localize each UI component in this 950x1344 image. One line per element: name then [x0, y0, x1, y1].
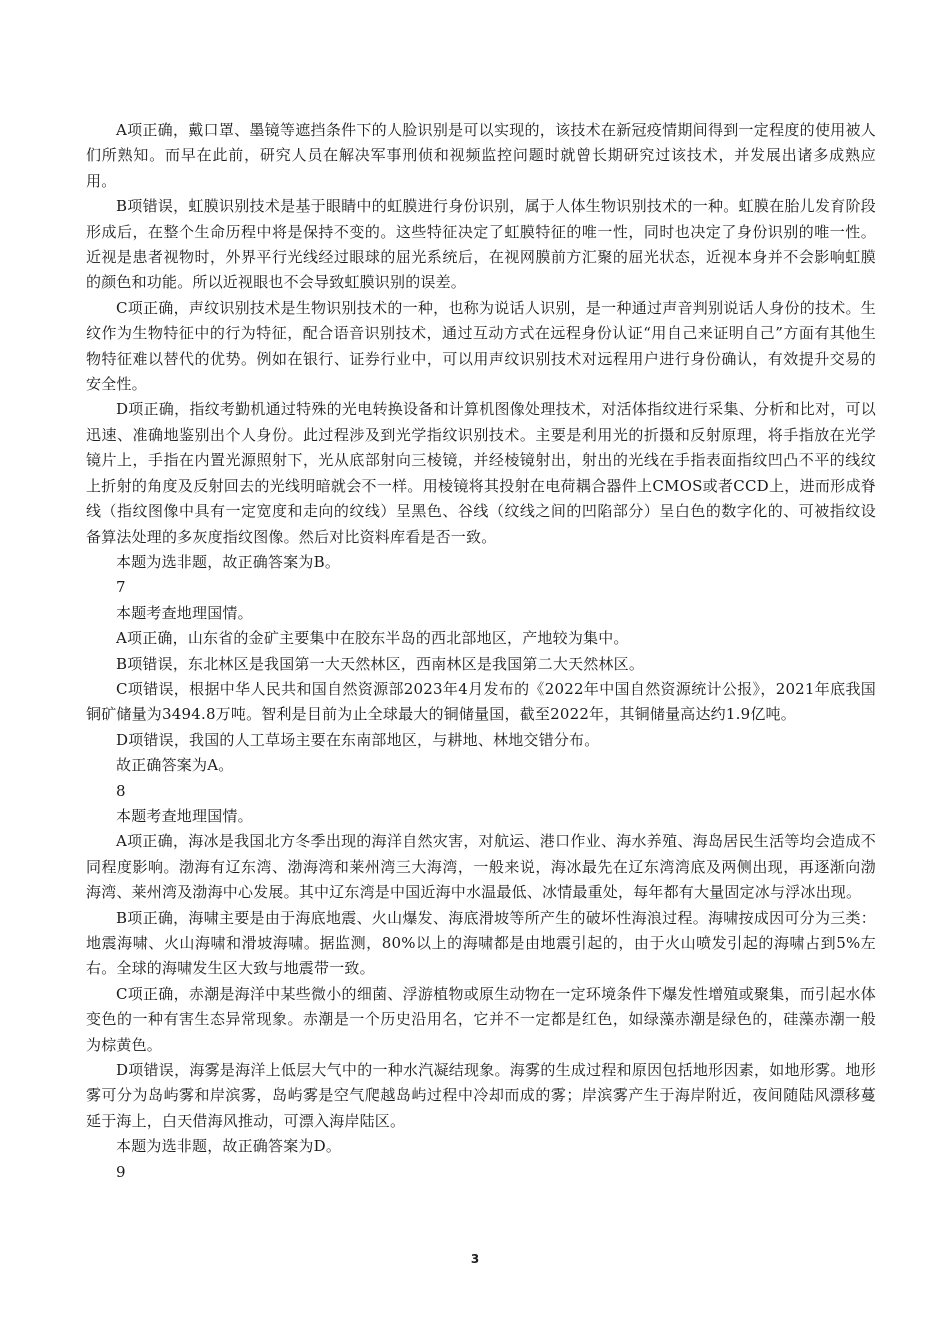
- paragraph-option-a-face-recognition: A项正确，戴口罩、墨镜等遮挡条件下的人脸识别是可以实现的，该技术在新冠疫情期间得到一定程度的使用被人们所熟知。而早在此前，研究人员在解决军事刑侦和视频监控问题时就曾长期研究过该技术，并发展出诸多成熟应用。: [86, 121, 876, 190]
- paragraph-q8-option-a: A项正确，海冰是我国北方冬季出现的海洋自然灾害，对航运、港口作业、海水养殖、海岛居民生活等均会造成不同程度影响。渤海有辽东湾、渤海湾和莱州湾三大海湾，一般来说，海冰最先在辽东湾湾底及两侧出现，再逐渐向渤海湾、莱州湾及渤海中心发展。其中辽东湾是中国近海中水温最低、冰情最重处，每年都有大量固定冰与浮冰出现。: [86, 832, 876, 902]
- paragraph-q8-option-d: D项错误，海雾是海洋上低层大气中的一种水汽凝结现象。海雾的生成过程和原因包括地形因素，如地形雾。地形雾可分为岛屿雾和岸滨雾，岛屿雾是空气爬越岛屿过程中冷却而成的雾；岸滨雾产生于海岸附近，夜间随陆风漂移蔓延于海上，白天借海风推动，可漂入海岸陆区。: [86, 1061, 876, 1130]
- paragraph-q7-option-b: B项错误，东北林区是我国第一大天然林区，西南林区是我国第二大天然林区。: [116, 654, 645, 673]
- paragraph-option-d-fingerprint: D项正确，指纹考勤机通过特殊的光电转换设备和计算机图像处理技术，对活体指纹进行采集、分析和比对，可以迅速、准确地鉴别出个人身份。此过程涉及到光学指纹识别技术。主要是利用光的折摄和反射原理，将手指放在光学镜片上，手指在内置光源照射下，光从底部射向三棱镜，并经棱镜射出，射出的光线在手指表面指纹凹凸不平的线纹上折射的角度及反射回去的光线明暗就会不一样。用棱镜将其投射在电荷耦合器件上CMOS或者CCD上，进而形成脊线（指纹图像中具有一定宽度和走向的纹线）呈黑色、谷线（纹线之间的凹陷部分）呈白色的数字化的、可被指纹设备算法处理的多灰度指纹图像。然后对比资料库看是否一致。: [86, 400, 876, 546]
- paragraph-answer-q7: 故正确答案为A。: [116, 756, 234, 775]
- question-number-7: 7: [116, 578, 126, 597]
- page-content: [86, 118, 876, 1185]
- paragraph-answer-q6: 本题为选非题，故正确答案为B。: [116, 552, 341, 571]
- question-number-9: 9: [116, 1162, 126, 1181]
- paragraph-answer-q8: 本题为选非题，故正确答案为D。: [116, 1137, 342, 1156]
- question-number-8: 8: [116, 781, 126, 800]
- page-number: 3: [470, 1252, 480, 1266]
- paragraph-q8-option-b: B项正确，海啸主要是由于海底地震、火山爆发、海底滑坡等所产生的破坏性海浪过程。海啸按成因可分为三类：地震海啸、火山海啸和滑坡海啸。据监测，80%以上的海啸都是由地震引起的，由于火山喷发引起的海啸占到5%左右。全球的海啸发生区大致与地震带一致。: [86, 908, 876, 978]
- paragraph-topic-q7: 本题考查地理国情。: [116, 603, 253, 622]
- paragraph-q7-option-a: A项正确，山东省的金矿主要集中在胶东半岛的西北部地区，产地较为集中。: [116, 629, 629, 648]
- paragraph-option-c-voiceprint: C项正确，声纹识别技术是生物识别技术的一种，也称为说话人识别，是一种通过声音判别说话人身份的技术。生纹作为生物特征中的行为特征，配合语音识别技术，通过互动方式在远程身份认证“用自己来证明自己”方面有其他生物特征难以替代的优势。例如在银行、证券行业中，可以用声纹识别技术对远程用户进行身份确认，有效提升交易的安全性。: [86, 298, 876, 394]
- paragraph-topic-q8: 本题考查地理国情。: [116, 806, 253, 825]
- paragraph-q8-option-c: C项正确，赤潮是海洋中某些微小的细菌、浮游植物或原生动物在一定环境条件下爆发性增殖或聚集，而引起水体变色的一种有害生态异常现象。赤潮是一个历史沿用名，它并不一定都是红色，如绿藻赤潮是绿色的，硅藻赤潮一般为棕黄色。: [86, 984, 876, 1054]
- paragraph-q7-option-c: C项错误，根据中华人民共和国自然资源部2023年4月发布的《2022年中国自然资源统计公报》，2021年底我国铜矿储量为3494.8万吨。智利是目前为止全球最大的铜储量国，截至2022年，其铜储量高达约1.9亿吨。: [86, 679, 876, 724]
- paragraph-q7-option-d: D项错误，我国的人工草场主要在东南部地区，与耕地、林地交错分布。: [116, 730, 600, 749]
- paragraph-option-b-iris-recognition: B项错误，虹膜识别技术是基于眼睛中的虹膜进行身份识别，属于人体生物识别技术的一种。虹膜在胎儿发育阶段形成后，在整个生命历程中将是保持不变的。这些特征决定了虹膜特征的唯一性，同时也决定了身份识别的唯一性。近视是患者视物时，外界平行光线经过眼球的屈光系统后，在视网膜前方汇聚的屈光状态，近视本身并不会影响虹膜的颜色和功能。所以近视眼也不会导致虹膜识别的误差。: [86, 197, 876, 292]
